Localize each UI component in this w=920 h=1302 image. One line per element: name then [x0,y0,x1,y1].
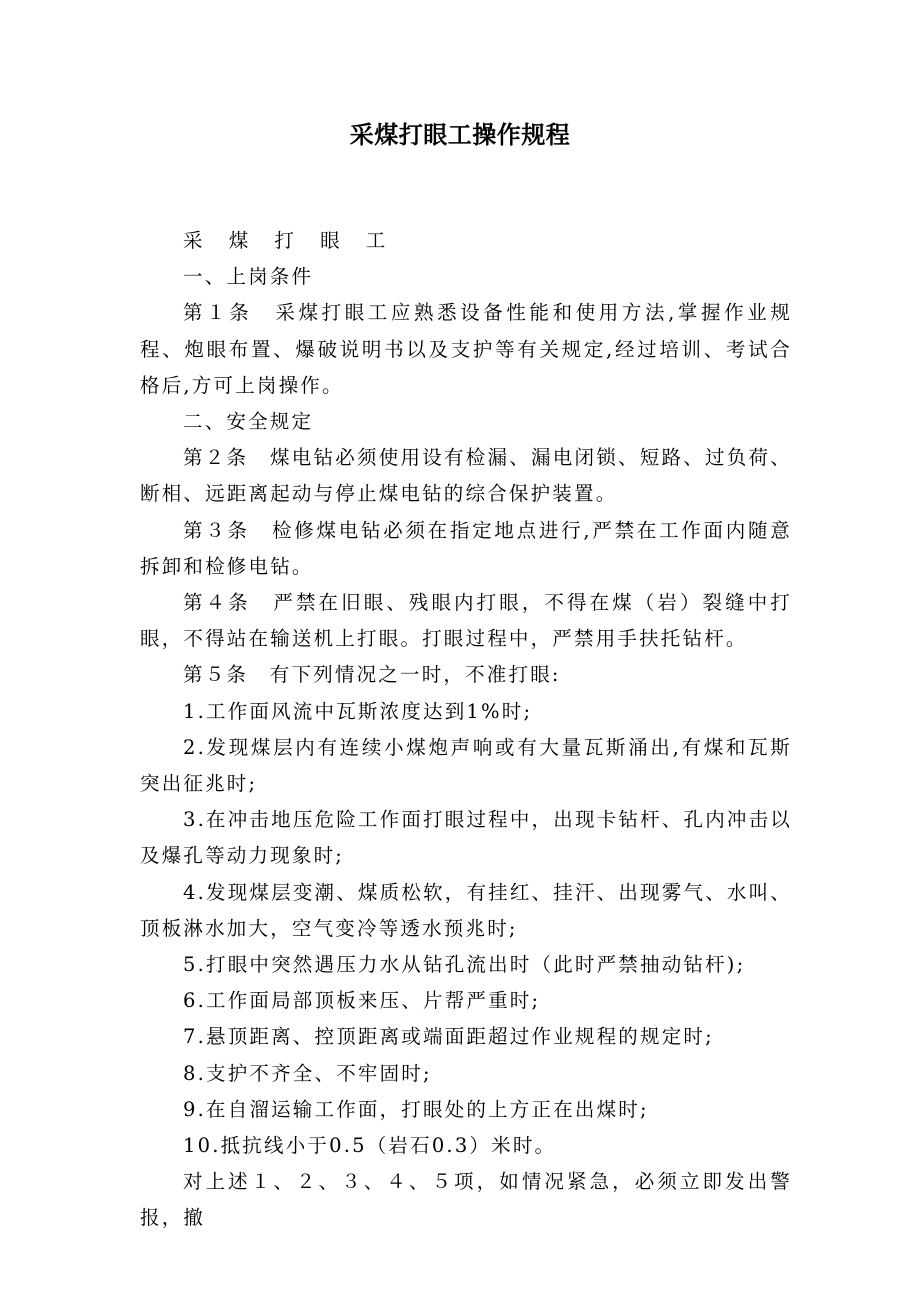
list-item: 7.悬顶距离、控顶距离或端面距超过作业规程的规定时; [183,1025,714,1049]
article-5: 第５条 有下列情况之一时，不准打眼: [183,663,561,687]
list-item: 5.打眼中突然遇压力水从钻孔流出时（此时严禁抽动钻杆); [183,953,746,977]
article-1: 第１条 采煤打眼工应熟悉设备性能和使用方法,掌握作业规程、炮眼布置、爆破说明书以及支护等有关规定,经过培训、考试合格后,方可上岗操作。 [140,301,792,397]
list-item: 8.支护不齐全、不牢固时; [183,1061,432,1085]
article-3: 第３条 检修煤电钻必须在指定地点进行,严禁在工作面内随意拆卸和检修电钻。 [140,518,792,578]
document-title: 采煤打眼工操作规程 [349,121,571,149]
list-item: 1.工作面风流中瓦斯浓度达到1%时; [183,699,533,723]
list-item: 6.工作面局部顶板来压、片帮严重时; [183,989,541,1013]
list-item: 3.在冲击地压危险工作面打眼过程中，出现卡钻杆、孔内冲击以及爆孔等动力现象时; [140,808,792,868]
document-body [140,223,792,1237]
list-item: 2.发现煤层内有连续小煤炮声响或有大量瓦斯涌出,有煤和瓦斯突出征兆时; [140,735,792,796]
list-item: 4.发现煤层变潮、煤质松软，有挂红、挂汗、出现雾气、水叫、顶板淋水加大，空气变冷等透水预兆时; [140,880,792,940]
section-heading-qualifications: 一、上岗条件 [183,265,314,289]
closing-paragraph: 对上述１、２、３、４、５项，如情况紧急，必须立即发出警报，撤 [140,1170,792,1230]
section-heading-job: 采 煤 打 眼 工 [183,229,396,252]
article-4: 第４条 严禁在旧眼、残眼内打眼，不得在煤（岩）裂缝中打眼，不得站在输送机上打眼。打眼过程中，严禁用手扶托钻杆。 [140,591,792,651]
section-heading-safety: 二、安全规定 [183,410,314,434]
list-item: 9.在自溜运输工作面，打眼处的上方正在出煤时; [183,1097,649,1121]
list-item: 10.抵抗线小于0.5（岩石0.3）米时。 [183,1134,557,1158]
article-2: 第２条 煤电钻必须使用设有检漏、漏电闭锁、短路、过负荷、断相、远距离起动与停止煤电钻的综合保护装置。 [140,446,792,506]
